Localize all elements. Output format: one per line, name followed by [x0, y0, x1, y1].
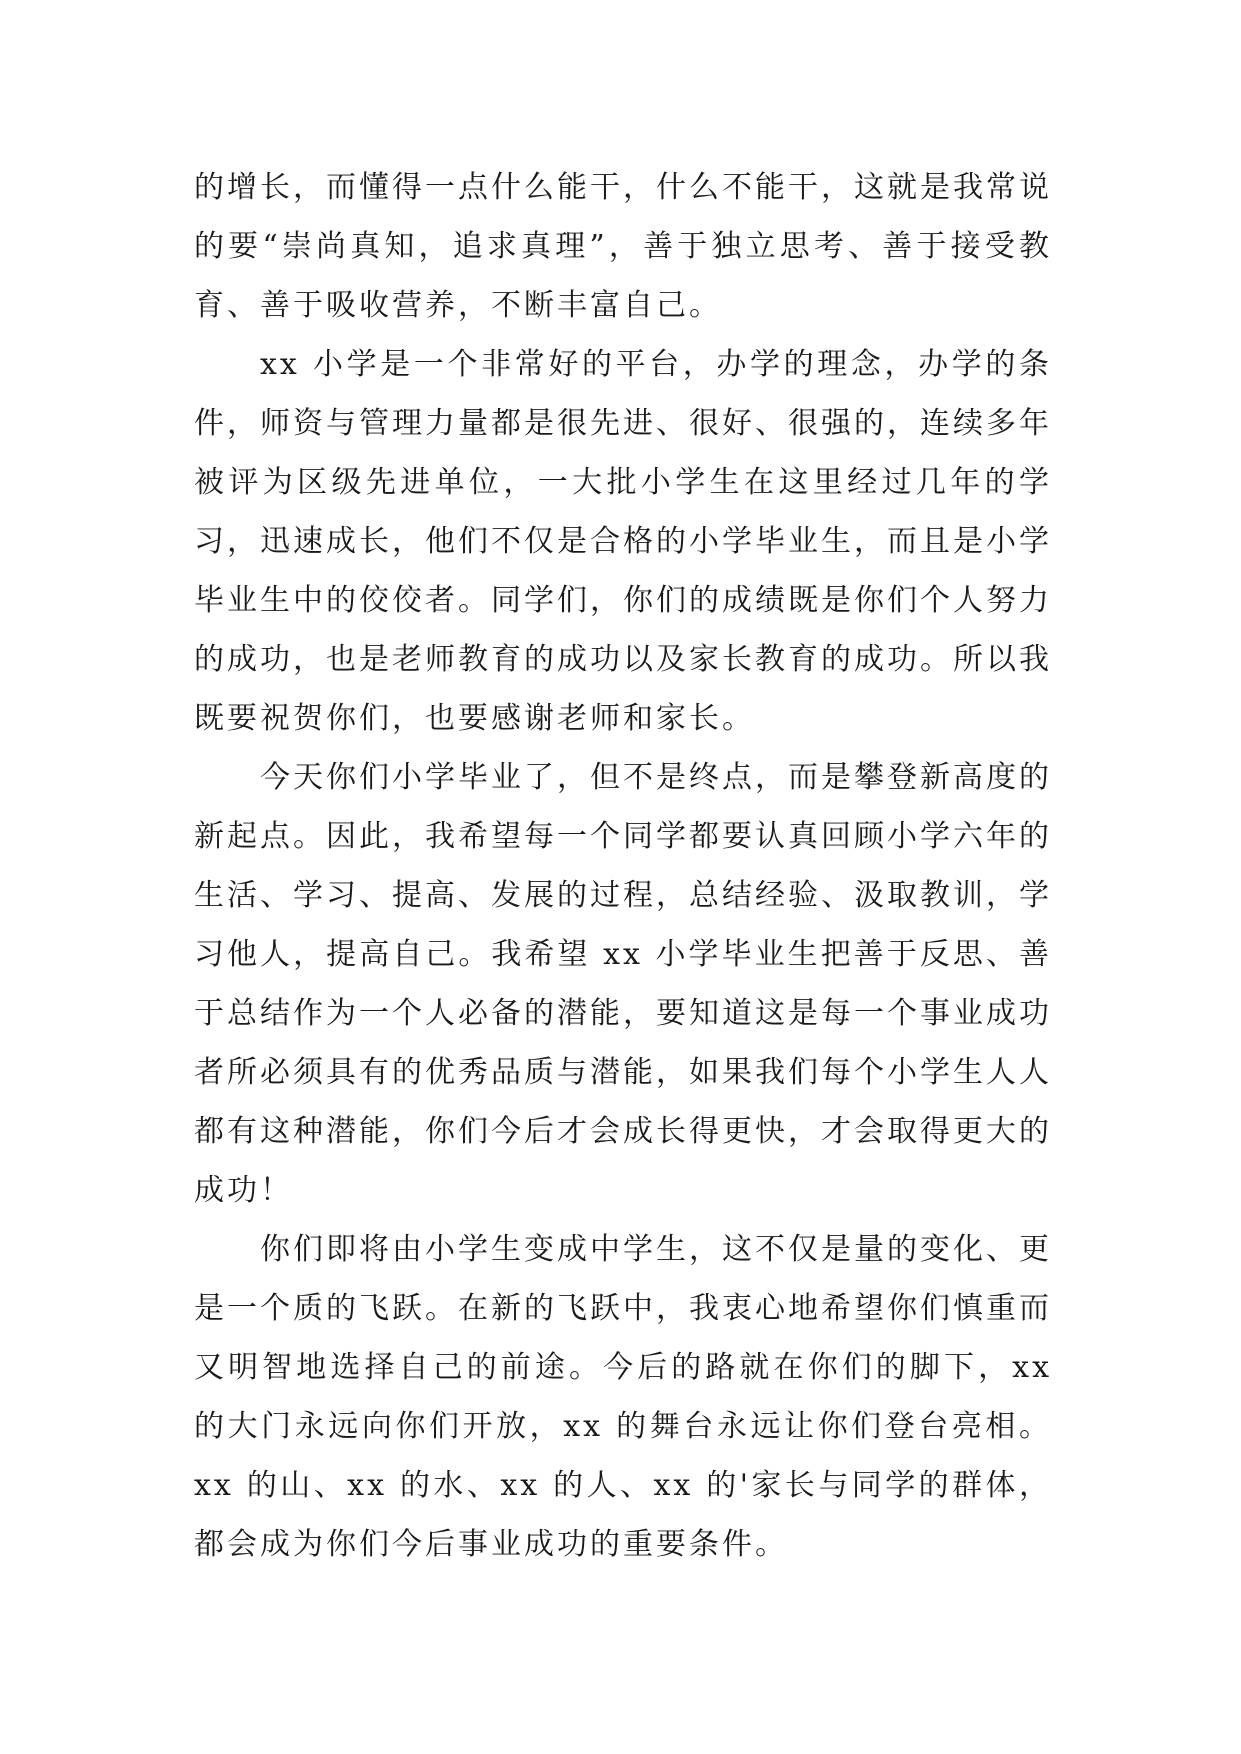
paragraph-future: 你们即将由小学生变成中学生，这不仅是量的变化、更是一个质的飞跃。在新的飞跃中，我衷心地希望你们慎重而又明智地选择自己的前途。今后的路就在你们的脚下，xx 的大门永远向你们开放，xx 的舞台永远让你们登台亮相。xx 的山、xx 的水、xx 的人、xx 的'家长与同学的群体，都会成为你们今后事业成功的重要条件。: [194, 1232, 1052, 1562]
document-body: [194, 158, 1052, 1574]
paragraph-continued: 的增长，而懂得一点什么能干，什么不能干，这就是我常说的要“崇尚真知，追求真理”，善于独立思考、善于接受教育、善于吸收营养，不断丰富自己。: [194, 170, 1052, 323]
paragraph-graduation: 今天你们小学毕业了，但不是终点，而是攀登新高度的新起点。因此，我希望每一个同学都要认真回顾小学六年的生活、学习、提高、发展的过程，总结经验、汲取教训，学习他人，提高自己。我希望 xx 小学毕业生把善于反思、善于总结作为一个人必备的潜能，要知道这是每一个事业成功者所必须具有的优秀品质与潜能，如果我们每个小学生人人都有这种潜能，你们今后才会成长得更快，才会取得更大的成功！: [194, 760, 1052, 1208]
paragraph-school-platform: xx 小学是一个非常好的平台，办学的理念，办学的条件，师资与管理力量都是很先进、很好、很强的，连续多年被评为区级先进单位，一大批小学生在这里经过几年的学习，迅速成长，他们不仅是合格的小学毕业生，而且是小学毕业生中的佼佼者。同学们，你们的成绩既是你们个人努力的成功，也是老师教育的成功以及家长教育的成功。所以我既要祝贺你们，也要感谢老师和家长。: [194, 347, 1052, 736]
